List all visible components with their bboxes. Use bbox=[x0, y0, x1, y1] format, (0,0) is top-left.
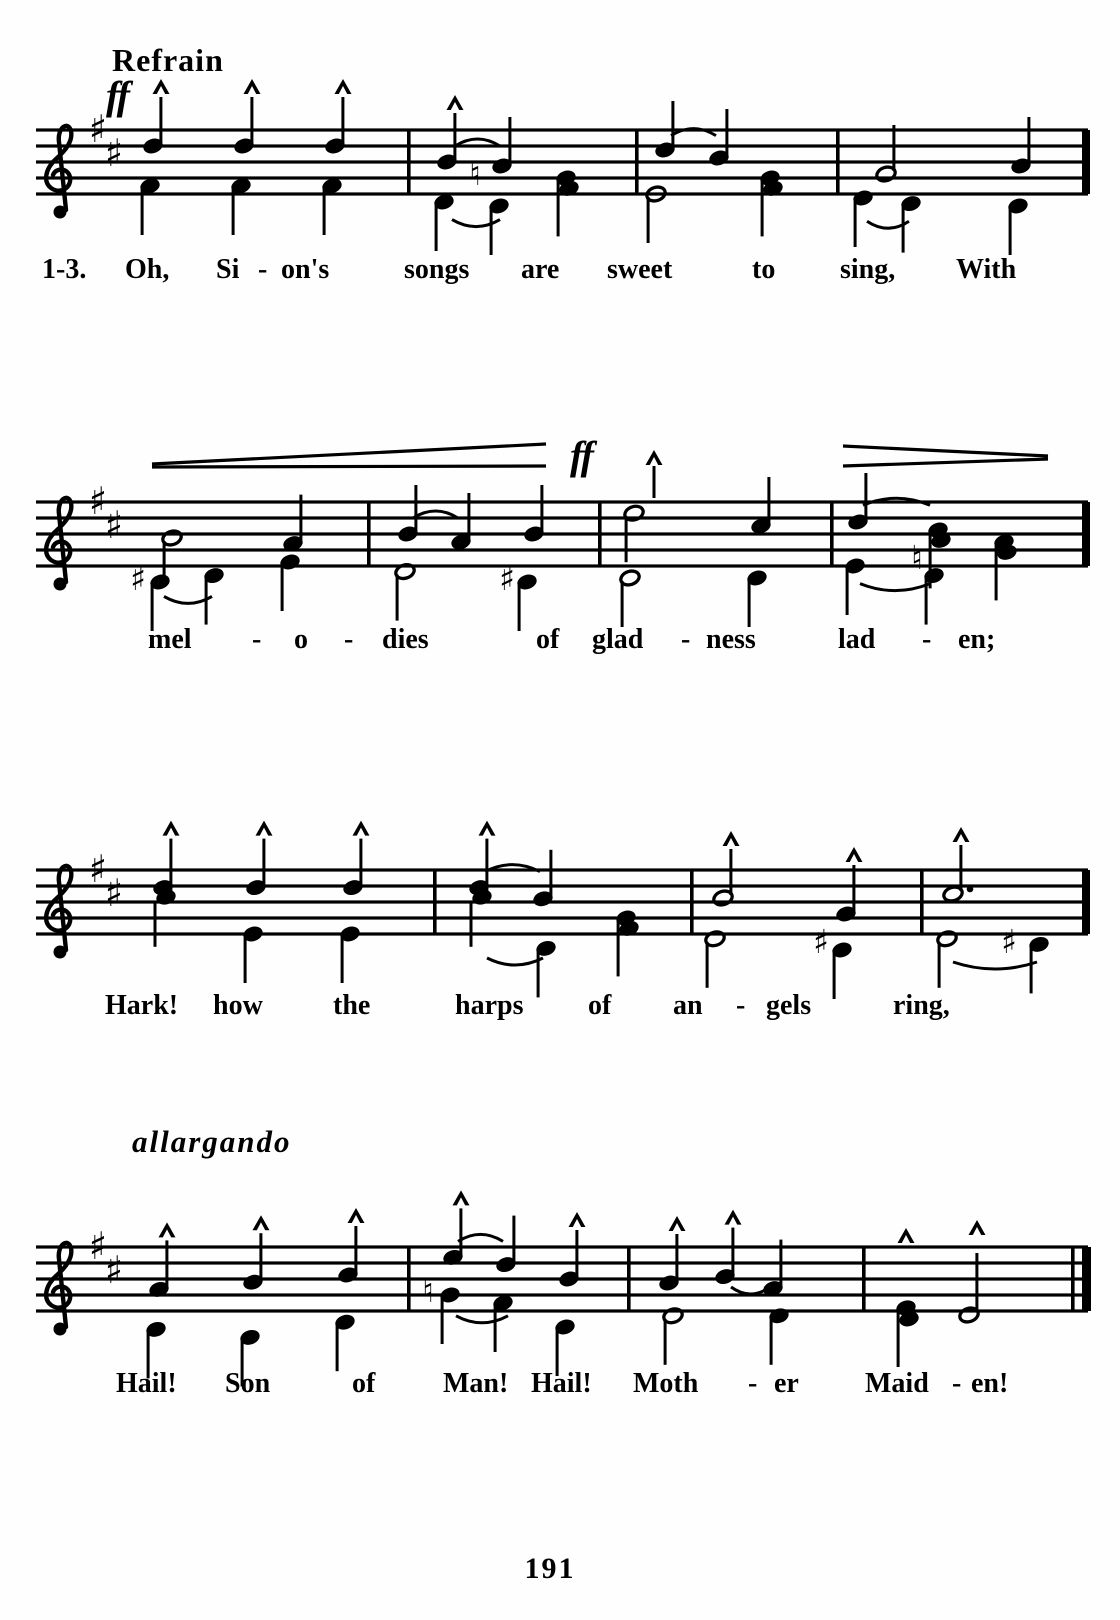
lyric-syllable: mel bbox=[148, 624, 192, 655]
barline bbox=[627, 1247, 631, 1311]
note-stem bbox=[323, 189, 326, 235]
note-stem bbox=[625, 516, 628, 562]
treble-clef-icon bbox=[46, 866, 71, 950]
lyric-syllable: songs bbox=[404, 254, 470, 285]
augmentation-dot bbox=[967, 886, 974, 893]
note-stem bbox=[748, 581, 751, 627]
note-stem bbox=[959, 845, 962, 891]
lyric-syllable: ness bbox=[706, 624, 756, 655]
note-stem bbox=[165, 1240, 168, 1286]
fortissimo-dynamic-1: ff bbox=[106, 73, 128, 118]
accent-marcato-icon bbox=[447, 95, 464, 110]
treble-clef-icon bbox=[46, 126, 71, 210]
note-stem bbox=[938, 942, 941, 988]
note-stem bbox=[995, 544, 998, 600]
lyric-syllable: ring, bbox=[893, 990, 950, 1021]
tie-slur bbox=[456, 1316, 508, 1323]
note-stem bbox=[485, 839, 488, 895]
lyric-syllable: harps bbox=[455, 990, 524, 1021]
final-barline-thick bbox=[1082, 1247, 1091, 1311]
accent-marcato-icon bbox=[723, 831, 740, 846]
note-stem bbox=[441, 1298, 444, 1344]
staff-line bbox=[36, 516, 1088, 519]
note-stem bbox=[864, 473, 867, 519]
note-stem bbox=[453, 113, 456, 159]
note-stem bbox=[459, 1208, 462, 1254]
staff-line bbox=[36, 884, 1088, 887]
lyric-syllable: With bbox=[956, 254, 1017, 285]
note-stem bbox=[675, 1234, 678, 1280]
note-stem bbox=[975, 1253, 978, 1312]
lyric-syllable: - bbox=[681, 624, 691, 655]
note-stem bbox=[671, 101, 674, 147]
lyric-syllable: how bbox=[213, 990, 263, 1021]
note-stem bbox=[250, 97, 253, 143]
key-signature-sharp-icon: ♯ bbox=[104, 1248, 124, 1292]
lyric-syllable: en; bbox=[958, 624, 996, 655]
barline bbox=[635, 130, 639, 194]
note-stem bbox=[232, 189, 235, 235]
lyric-syllable: Maid bbox=[865, 1368, 929, 1399]
accent-marcato-icon bbox=[253, 1215, 270, 1230]
system-end-barline bbox=[1082, 870, 1090, 934]
staff-line bbox=[36, 1261, 1088, 1264]
lyric-syllable: o bbox=[294, 624, 308, 655]
lyric-syllable: 1-3. bbox=[42, 254, 87, 285]
system-end-barline bbox=[1082, 130, 1090, 194]
key-signature-sharp-icon: ♯ bbox=[88, 847, 108, 891]
lyric-syllable: en! bbox=[971, 1368, 1009, 1399]
note-stem bbox=[621, 581, 624, 627]
accent-marcato-icon bbox=[453, 1190, 470, 1205]
lyric-syllable: to bbox=[752, 254, 776, 285]
treble-clef-icon bbox=[54, 206, 67, 219]
staff-line bbox=[36, 1293, 1088, 1296]
staff-line bbox=[36, 916, 1088, 919]
tie-slur bbox=[458, 1234, 503, 1241]
note-stem bbox=[163, 541, 166, 587]
barline bbox=[862, 1247, 866, 1311]
note-stem bbox=[617, 920, 620, 976]
barline bbox=[690, 870, 694, 934]
staff-system-2 bbox=[36, 444, 1090, 631]
tie-slur bbox=[953, 962, 1037, 969]
note-stem bbox=[512, 1216, 515, 1262]
lyric-syllable: on's bbox=[281, 254, 330, 285]
lyric-syllable: - bbox=[922, 624, 932, 655]
key-signature-sharp-icon: ♯ bbox=[104, 871, 124, 915]
lyric-syllable: Hail! bbox=[531, 1368, 592, 1399]
staff-line bbox=[36, 932, 1088, 935]
hairpin-line bbox=[843, 446, 1048, 456]
accent-marcato-icon bbox=[846, 847, 863, 862]
staff-line bbox=[36, 868, 1088, 871]
lyric-syllable: lad bbox=[838, 624, 876, 655]
note-stem bbox=[244, 937, 247, 983]
staff-line bbox=[36, 1309, 1088, 1312]
lyrics-line-1 bbox=[0, 254, 1120, 288]
lyric-syllable: Moth bbox=[633, 1368, 699, 1399]
treble-clef-icon bbox=[54, 946, 67, 959]
note-stem bbox=[892, 125, 895, 171]
lyric-syllable: Si bbox=[216, 254, 240, 285]
lyric-syllable: are bbox=[521, 254, 560, 285]
lyric-syllable: - bbox=[258, 254, 268, 285]
natural-accidental-icon: ♮ bbox=[911, 538, 923, 577]
lyrics-line-2 bbox=[0, 624, 1120, 658]
accent-marcato-icon bbox=[898, 1228, 915, 1243]
note-stem bbox=[414, 485, 417, 531]
staff-line bbox=[36, 500, 1088, 503]
staff-system-4 bbox=[36, 1190, 1091, 1386]
natural-accidental-icon: ♮ bbox=[422, 1271, 434, 1310]
note-stem bbox=[435, 205, 438, 251]
key-signature-sharp-icon: ♯ bbox=[88, 1224, 108, 1268]
allargando-label: allargando bbox=[132, 1124, 292, 1159]
lyric-syllable: Hark! bbox=[105, 990, 179, 1021]
refrain-label: Refrain bbox=[112, 42, 224, 78]
note-stem bbox=[508, 117, 511, 163]
tie-slur bbox=[452, 220, 500, 227]
sharp-accidental-icon: ♯ bbox=[813, 922, 829, 961]
hairpin-line bbox=[152, 444, 546, 464]
lyric-syllable: dies bbox=[382, 624, 429, 655]
system-end-barline bbox=[1082, 502, 1090, 566]
accent-marcato-icon bbox=[256, 821, 273, 836]
barline bbox=[598, 502, 602, 566]
accent-marcato-icon bbox=[159, 1222, 176, 1237]
treble-clef-icon bbox=[54, 1323, 67, 1336]
barline bbox=[407, 130, 411, 194]
accent-tail bbox=[653, 466, 656, 498]
note-stem bbox=[467, 493, 470, 539]
lyric-syllable: sweet bbox=[607, 254, 673, 285]
page-number: 191 bbox=[524, 1552, 576, 1585]
lyric-syllable: sing, bbox=[840, 254, 896, 285]
note-stem bbox=[575, 1230, 578, 1276]
accent-marcato-icon bbox=[353, 821, 370, 836]
hairpin-line bbox=[843, 459, 1048, 466]
note-stem bbox=[647, 197, 650, 243]
note-stem bbox=[664, 1319, 667, 1365]
note-stem bbox=[490, 209, 493, 255]
note-stem bbox=[897, 1310, 900, 1367]
lyric-syllable: Hail! bbox=[116, 1368, 177, 1399]
hairpin-line bbox=[152, 466, 546, 467]
lyric-syllable: of bbox=[352, 1368, 376, 1399]
lyric-syllable: of bbox=[588, 990, 612, 1021]
accent-marcato-icon bbox=[646, 450, 663, 465]
tie-slur bbox=[860, 584, 930, 591]
tie-slur bbox=[487, 958, 543, 965]
lyrics-line-3 bbox=[0, 990, 1120, 1024]
note-stem bbox=[259, 1233, 262, 1279]
note-stem bbox=[731, 1228, 734, 1274]
note-stem bbox=[729, 849, 732, 895]
note-stem bbox=[557, 180, 560, 236]
lyric-syllable: glad bbox=[592, 624, 644, 655]
treble-clef-icon bbox=[54, 578, 67, 591]
note-stem bbox=[336, 1325, 339, 1371]
note-stem bbox=[359, 839, 362, 885]
staff-line bbox=[36, 160, 1088, 163]
key-signature-sharp-icon: ♯ bbox=[104, 131, 124, 175]
barline bbox=[836, 130, 840, 194]
note-stem bbox=[169, 839, 172, 895]
lyric-syllable: gels bbox=[766, 990, 812, 1021]
note-stem bbox=[770, 1319, 773, 1365]
note-stem bbox=[341, 937, 344, 983]
note-stem bbox=[761, 180, 764, 236]
note-stem bbox=[540, 485, 543, 531]
fortissimo-dynamic-2: ff bbox=[570, 433, 592, 478]
note-stem bbox=[159, 97, 162, 143]
note-stem bbox=[354, 1226, 357, 1272]
note-stem bbox=[854, 201, 857, 247]
staff-line bbox=[36, 1245, 1088, 1248]
staff-line bbox=[36, 128, 1088, 131]
note-stem bbox=[494, 1306, 497, 1352]
accent-marcato-icon bbox=[953, 827, 970, 842]
accent-marcato-icon bbox=[569, 1212, 586, 1227]
note-stem bbox=[1027, 117, 1030, 163]
note-stem bbox=[706, 942, 709, 988]
lyric-syllable: - bbox=[736, 990, 746, 1021]
sharp-accidental-icon: ♯ bbox=[1001, 922, 1017, 961]
key-signature-sharp-icon: ♯ bbox=[88, 479, 108, 523]
note-stem bbox=[925, 579, 928, 625]
accent-marcato-icon bbox=[669, 1216, 686, 1231]
barline bbox=[920, 870, 924, 934]
note-stem bbox=[262, 839, 265, 885]
treble-clef-icon bbox=[46, 1243, 71, 1327]
staff-line bbox=[36, 900, 1088, 903]
key-signature-sharp-icon: ♯ bbox=[104, 503, 124, 547]
barline bbox=[367, 502, 371, 566]
note-stem bbox=[549, 850, 552, 896]
note-stem bbox=[141, 189, 144, 235]
final-barline-thin bbox=[1071, 1247, 1075, 1311]
note-stem bbox=[470, 901, 473, 947]
sharp-accidental-icon: ♯ bbox=[130, 558, 146, 598]
note-stem bbox=[902, 207, 905, 253]
accent-marcato-icon bbox=[163, 821, 180, 836]
note-stem bbox=[396, 575, 399, 621]
note-stem bbox=[154, 901, 157, 947]
lyric-syllable: - bbox=[252, 624, 262, 655]
staff-line bbox=[36, 144, 1088, 147]
accent-marcato-icon bbox=[153, 79, 170, 94]
barline bbox=[433, 870, 437, 934]
lyric-syllable: of bbox=[536, 624, 560, 655]
key-signature-sharp-icon: ♯ bbox=[88, 107, 108, 151]
accent-marcato-icon bbox=[969, 1220, 986, 1235]
note-stem bbox=[852, 865, 855, 911]
lyric-syllable: - bbox=[344, 624, 354, 655]
natural-accidental-icon: ♮ bbox=[469, 154, 481, 193]
accent-marcato-icon bbox=[348, 1208, 365, 1223]
note-stem bbox=[281, 565, 284, 611]
lyric-syllable: Son bbox=[225, 1368, 271, 1399]
barline bbox=[830, 502, 834, 566]
accent-marcato-icon bbox=[244, 79, 261, 94]
treble-clef-icon bbox=[46, 498, 71, 582]
lyric-syllable: - bbox=[748, 1368, 758, 1399]
accent-marcato-icon bbox=[479, 821, 496, 836]
note-stem bbox=[846, 569, 849, 615]
lyric-syllable: - bbox=[952, 1368, 962, 1399]
lyric-syllable: Man! bbox=[443, 1368, 509, 1399]
note-stem bbox=[767, 477, 770, 523]
note-stem bbox=[1009, 209, 1012, 255]
lyric-syllable: er bbox=[774, 1368, 799, 1399]
barline bbox=[407, 1247, 411, 1311]
lyric-syllable: Oh, bbox=[125, 254, 170, 285]
accent-marcato-icon bbox=[725, 1210, 742, 1225]
accent-marcato-icon bbox=[335, 79, 352, 94]
note-stem bbox=[779, 1240, 782, 1286]
note-stem bbox=[341, 97, 344, 143]
staff-system-1 bbox=[36, 79, 1090, 255]
note-stem bbox=[1030, 947, 1033, 993]
lyrics-line-4 bbox=[0, 1368, 1120, 1402]
lyric-syllable: an bbox=[673, 990, 703, 1021]
staff-system-3 bbox=[36, 821, 1090, 999]
sharp-accidental-icon: ♯ bbox=[499, 558, 515, 598]
note-stem bbox=[299, 495, 302, 541]
note-stem bbox=[205, 579, 208, 625]
note-stem bbox=[725, 109, 728, 155]
lyric-syllable: the bbox=[333, 990, 371, 1021]
